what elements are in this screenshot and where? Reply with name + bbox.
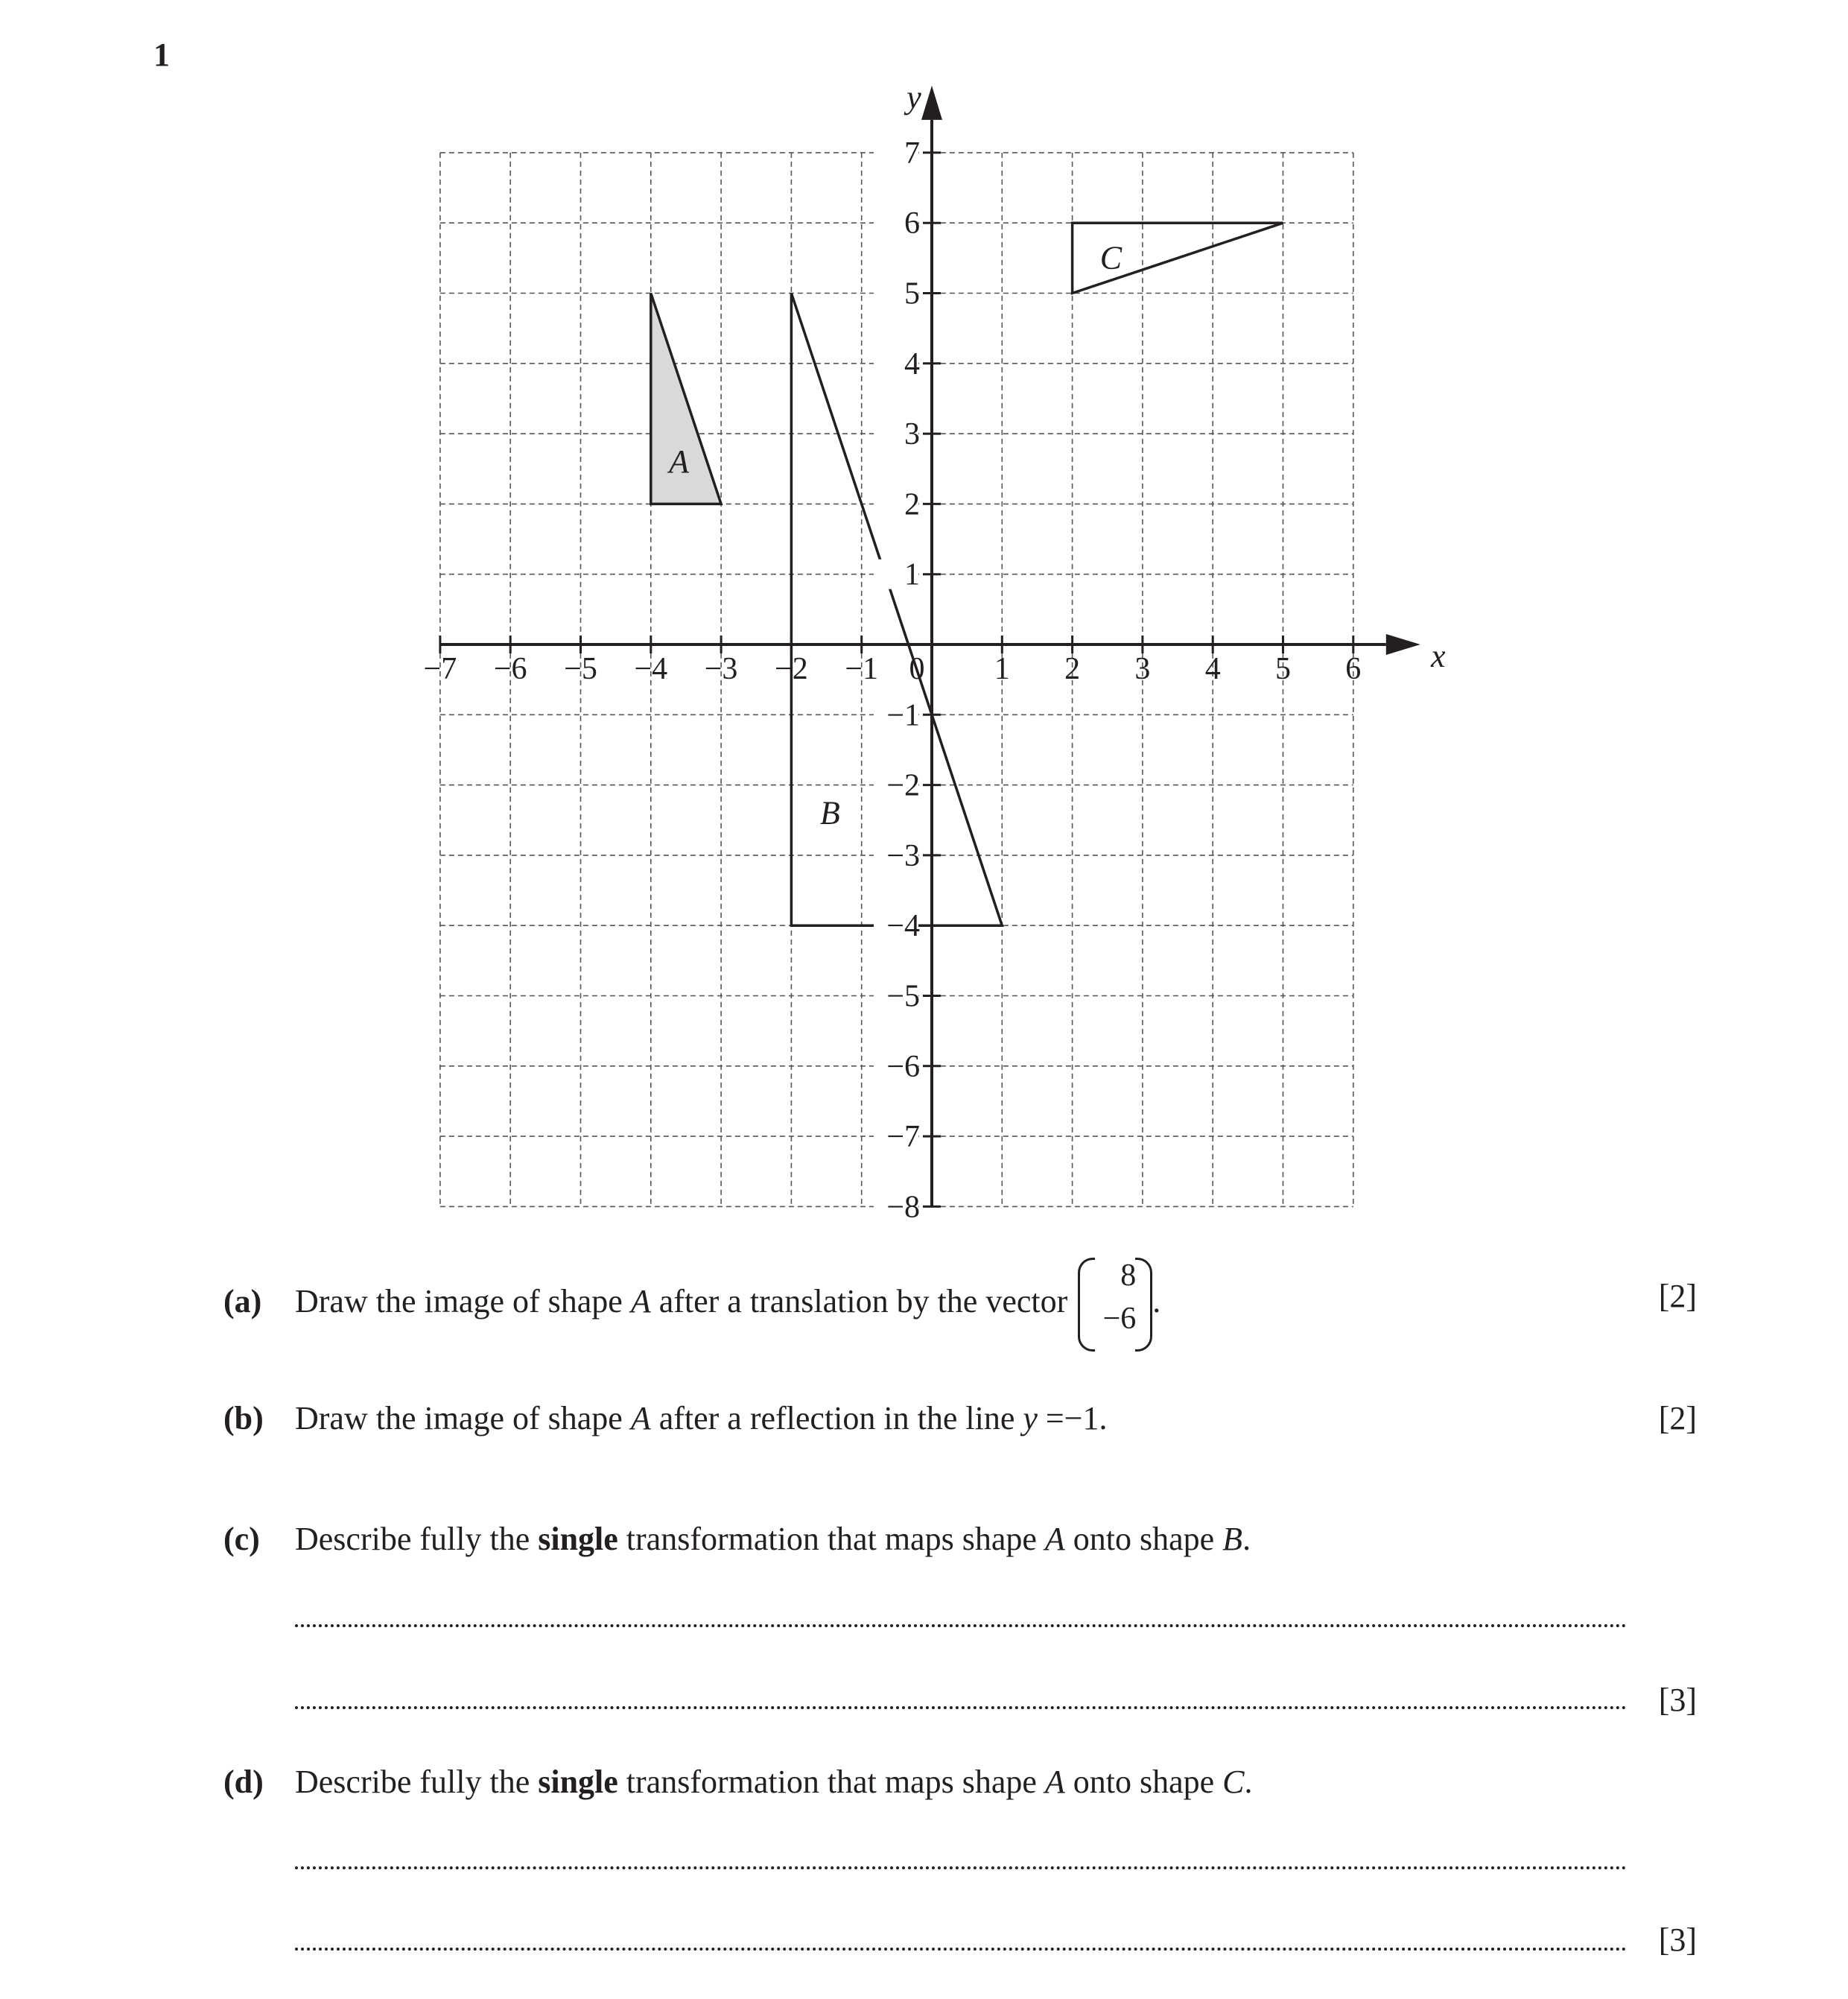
- question-a-label: (a): [223, 1283, 262, 1320]
- question-a-text-1: Draw the image of shape: [295, 1283, 631, 1320]
- y-tick-label: −2: [886, 768, 920, 803]
- marks-a: [2]: [1658, 1278, 1697, 1314]
- x-axis-label: x: [1431, 638, 1446, 674]
- question-c-end: .: [1242, 1521, 1251, 1557]
- question-number: 1: [153, 37, 170, 73]
- y-axis-label: y: [906, 78, 921, 115]
- question-c-shape-1: A: [1044, 1521, 1065, 1557]
- question-c: [223, 1520, 1251, 1558]
- x-tick-label: −7: [423, 652, 457, 686]
- y-axis-arrow: [921, 86, 942, 120]
- question-d-bold: single: [538, 1764, 618, 1800]
- x-tick-label: 2: [1064, 652, 1081, 686]
- vector-top: 8: [1120, 1258, 1137, 1293]
- x-tick-label: −6: [493, 652, 527, 686]
- y-tick-label: 2: [904, 487, 920, 522]
- y-tick-label: −5: [886, 979, 920, 1014]
- question-d-end: .: [1244, 1764, 1253, 1800]
- x-axis-arrow: [1386, 634, 1420, 655]
- question-b-line-var: y: [1023, 1400, 1038, 1436]
- y-tick-label: −1: [886, 698, 920, 733]
- question-b: [223, 1399, 1108, 1437]
- question-c-bold: single: [538, 1521, 618, 1557]
- question-a-text-2: after a translation by the vector: [650, 1283, 1068, 1320]
- question-d-label: (d): [223, 1764, 264, 1800]
- question-b-shape: A: [630, 1400, 651, 1436]
- x-tick-label: 6: [1345, 652, 1362, 686]
- question-d-text-3: onto shape: [1064, 1764, 1223, 1800]
- answer-line-c-1[interactable]: [295, 1624, 1627, 1627]
- y-tick-label: 7: [904, 136, 920, 171]
- tick-labels: [424, 79, 1446, 1225]
- question-c-text-2: transformation that maps shape: [617, 1521, 1045, 1557]
- question-b-text-2: after a reflection in the line: [650, 1400, 1023, 1436]
- x-tick-label: 1: [994, 652, 1010, 686]
- shape-label-B: B: [819, 794, 840, 831]
- x-tick-label: −1: [845, 652, 879, 686]
- marks-d: [3]: [1658, 1922, 1697, 1958]
- x-tick-label: 5: [1275, 652, 1291, 686]
- origin-label: 0: [909, 652, 925, 686]
- question-b-label: (b): [223, 1400, 264, 1436]
- question-a-shape: A: [630, 1283, 651, 1320]
- shape-label-A: A: [669, 443, 689, 480]
- marks-c: [3]: [1658, 1682, 1697, 1718]
- vector-bottom: −6: [1102, 1302, 1137, 1336]
- question-c-text-1: Describe fully the: [295, 1521, 539, 1557]
- question-d-text-2: transformation that maps shape: [617, 1764, 1045, 1800]
- y-tick-label: 6: [904, 206, 920, 241]
- x-tick-label: 3: [1134, 652, 1151, 686]
- x-tick-label: −4: [634, 652, 668, 686]
- x-tick-label: −3: [704, 652, 738, 686]
- question-d-text-1: Describe fully the: [295, 1764, 539, 1800]
- y-tick-label: −4: [886, 909, 920, 944]
- question-a: [223, 1258, 1160, 1352]
- y-tick-label: 3: [904, 417, 920, 452]
- translation-vector: [1078, 1258, 1152, 1352]
- shape-label-C: C: [1099, 239, 1123, 276]
- question-c-text-3: onto shape: [1064, 1521, 1223, 1557]
- answer-line-c-2[interactable]: [295, 1706, 1627, 1709]
- answer-line-d-2[interactable]: [295, 1948, 1627, 1951]
- y-tick-label: 1: [904, 557, 920, 592]
- y-tick-label: −7: [886, 1120, 920, 1155]
- question-d-shape-1: A: [1044, 1764, 1065, 1800]
- y-tick-label: −8: [886, 1190, 920, 1225]
- question-c-shape-2: B: [1222, 1521, 1243, 1557]
- axes: [440, 86, 1420, 1207]
- x-tick-label: −2: [775, 652, 808, 686]
- y-tick-label: 4: [904, 346, 920, 381]
- y-tick-label: −6: [886, 1049, 920, 1084]
- question-d: [223, 1763, 1253, 1801]
- question-a-end: .: [1152, 1283, 1161, 1320]
- y-tick-label: 5: [904, 276, 920, 311]
- x-tick-label: −5: [564, 652, 597, 686]
- question-c-label: (c): [223, 1521, 260, 1557]
- question-b-line-eq: =−1.: [1037, 1400, 1108, 1436]
- question-b-text-1: Draw the image of shape: [295, 1400, 631, 1436]
- marks-b: [2]: [1658, 1400, 1697, 1436]
- x-tick-label: 4: [1204, 652, 1221, 686]
- y-tick-label: −3: [886, 838, 920, 873]
- question-d-shape-2: C: [1222, 1764, 1245, 1800]
- answer-line-d-1[interactable]: [295, 1866, 1627, 1869]
